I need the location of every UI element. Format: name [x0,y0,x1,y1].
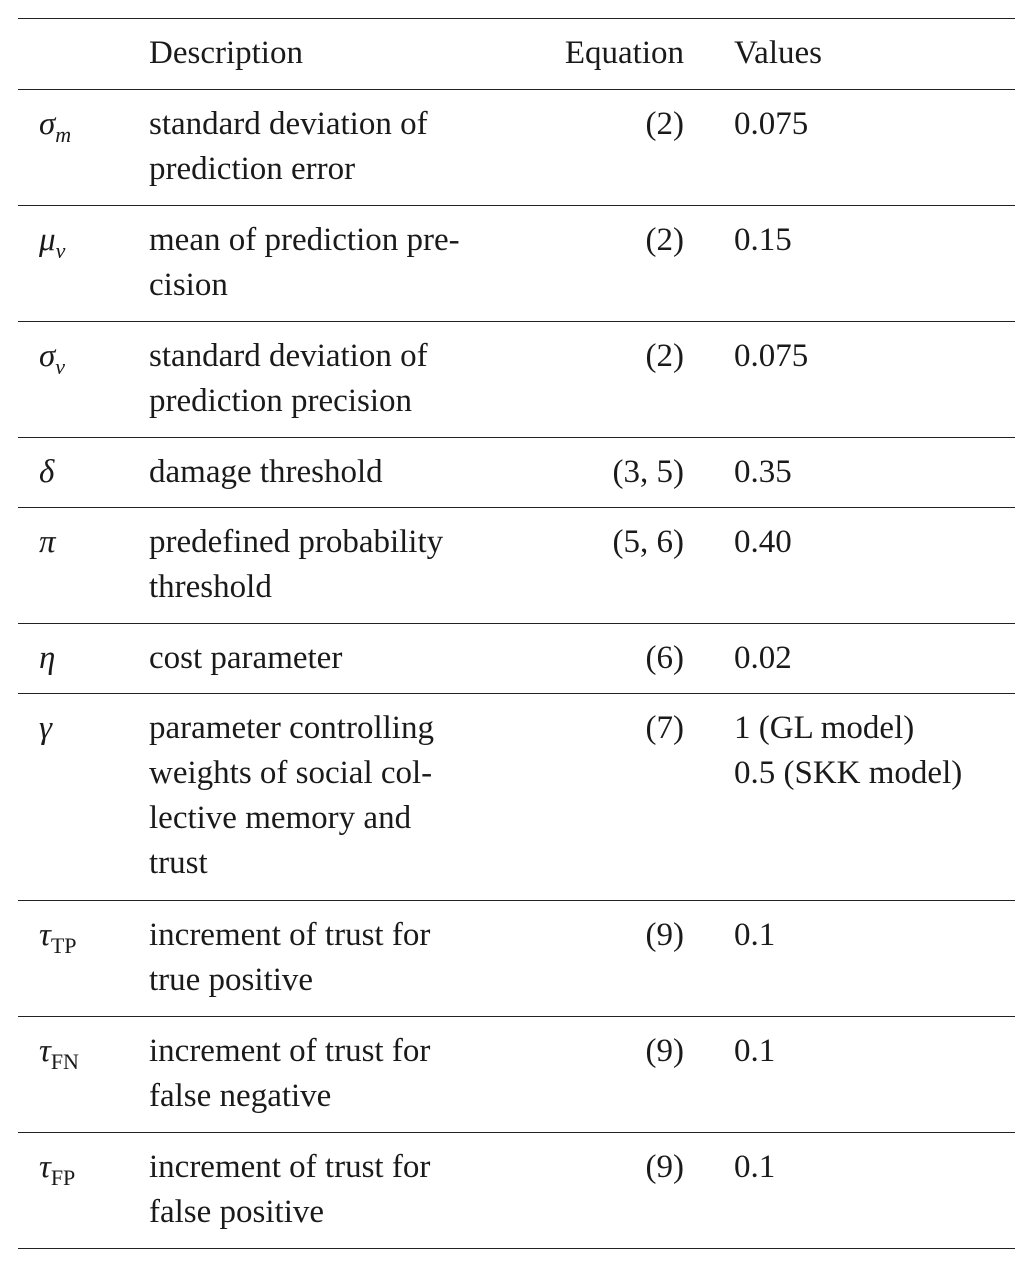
description-line: damage threshold [149,454,383,490]
symbol-glyph: σ [39,106,56,142]
description-line: standard deviation of [149,106,428,142]
equation-cell: (9) [645,917,684,953]
header-values: Values [734,35,822,71]
description-line: increment of trust for [149,917,431,953]
table-row [18,1132,1015,1248]
equation-cell: (2) [645,106,684,142]
description-line: standard deviation of [149,338,428,374]
symbol-cell [18,694,149,900]
values-cell [684,1017,1015,1132]
description-cell [149,508,500,623]
description-line: weights of social col- [149,755,433,791]
value-line: 0.5 (SKK model) [734,755,963,791]
symbol-glyph: η [39,640,56,676]
table-row [18,321,1015,437]
symbol-cell [18,508,149,623]
symbol-cell [18,1017,149,1132]
equation-cell: (3, 5) [612,454,684,490]
symbol-cell [18,901,149,1016]
description-line: prediction precision [149,383,413,419]
description-cell [149,90,500,205]
symbol-cell [18,322,149,437]
symbol-glyph: τ [39,917,51,953]
table-row [18,693,1015,900]
values-cell [684,508,1015,623]
description-line: increment of trust for [149,1033,431,1069]
value-line: 0.1 [734,1149,776,1185]
description-line: false positive [149,1194,325,1230]
value-line: 1 (GL model) [734,710,915,746]
description-cell [149,624,500,693]
table-row [18,89,1015,205]
description-line: lective memory and [149,800,412,836]
table-header-row [18,19,1015,89]
symbol-cell [18,438,149,507]
values-cell [684,901,1015,1016]
symbol-glyph: π [39,524,56,560]
value-line: 0.075 [734,106,809,142]
value-line: 0.075 [734,338,809,374]
equation-cell: (2) [645,222,684,258]
header-symbol [18,19,149,89]
value-line: 0.1 [734,1033,776,1069]
symbol-subscript: v [55,354,66,379]
equation-cell: (7) [645,710,684,746]
value-line: 0.35 [734,454,792,490]
description-line: prediction error [149,151,356,187]
symbol-subscript: v [55,238,66,263]
description-line: parameter controlling [149,710,434,746]
description-cell [149,1133,500,1248]
values-cell [684,624,1015,693]
values-cell [684,694,1015,900]
values-cell [684,322,1015,437]
table-row [18,623,1015,693]
description-line: predefined probability [149,524,444,560]
symbol-glyph: τ [39,1149,51,1185]
symbol-glyph: γ [39,710,53,746]
table-row [18,205,1015,321]
equation-cell: (9) [645,1033,684,1069]
values-cell [684,206,1015,321]
description-line: threshold [149,569,272,605]
parameter-table [18,18,1015,1249]
symbol-glyph: τ [39,1033,51,1069]
equation-cell: (9) [645,1149,684,1185]
description-line: true positive [149,962,314,998]
description-cell [149,901,500,1016]
description-cell [149,206,500,321]
values-cell [684,90,1015,205]
header-description: Description [149,35,303,71]
description-line: cost parameter [149,640,343,676]
values-cell [684,438,1015,507]
description-cell [149,694,500,900]
table-row [18,900,1015,1016]
symbol-cell [18,624,149,693]
value-line: 0.15 [734,222,792,258]
symbol-subscript: FN [50,1049,79,1074]
equation-cell: (6) [645,640,684,676]
equation-cell: (5, 6) [612,524,684,560]
value-line: 0.40 [734,524,792,560]
symbol-glyph: σ [39,338,56,374]
equation-cell: (2) [645,338,684,374]
symbol-subscript: FP [50,1165,76,1190]
description-line: false negative [149,1078,332,1114]
header-equation: Equation [564,35,684,71]
table-row [18,437,1015,507]
symbol-subscript: TP [50,933,77,958]
description-cell [149,438,500,507]
value-line: 0.1 [734,917,776,953]
table-row [18,1016,1015,1132]
values-cell [684,1133,1015,1248]
description-cell [149,1017,500,1132]
symbol-glyph: μ [39,222,56,258]
description-line: increment of trust for [149,1149,431,1185]
description-line: trust [149,845,208,881]
symbol-subscript: m [55,122,72,147]
table-row [18,507,1015,623]
symbol-cell [18,1133,149,1248]
description-cell [149,322,500,437]
value-line: 0.02 [734,640,792,676]
description-line: mean of prediction pre- [149,222,460,258]
symbol-glyph: δ [39,454,55,490]
description-line: cision [149,267,228,303]
symbol-cell [18,90,149,205]
symbol-cell [18,206,149,321]
